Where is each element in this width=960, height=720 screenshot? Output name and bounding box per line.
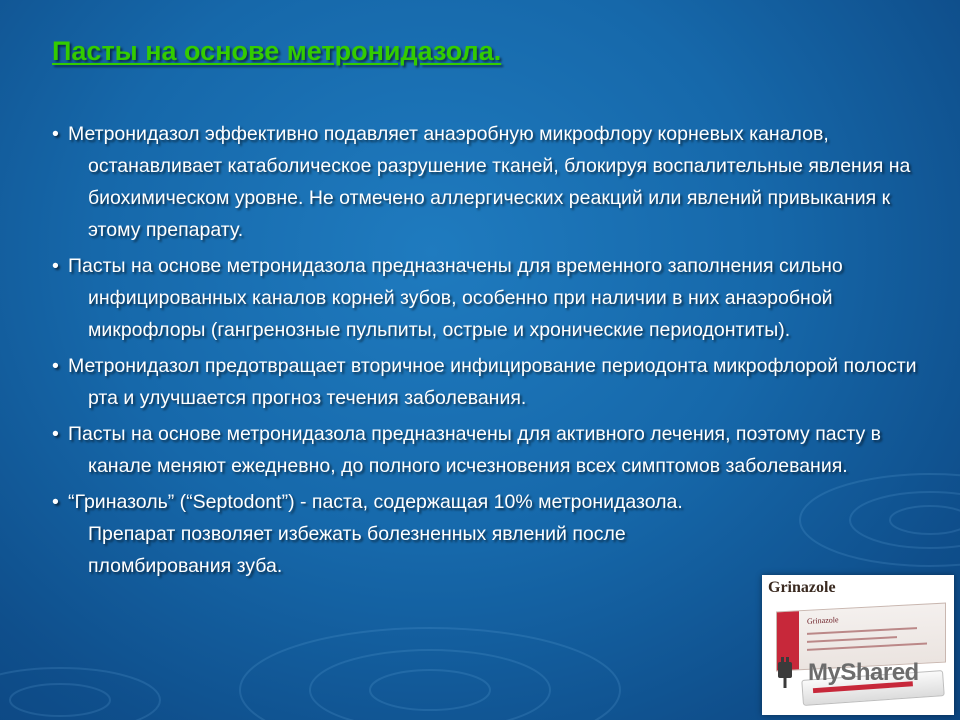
bullet-symbol: • (52, 491, 59, 513)
bullet-text: Метронидазол эффективно подавляет анаэробную микрофлору корневых каналов, останавливает катаболическое разрушение тканей, блокируя воспалительные явления на биохимическом уровне. Не отмечено аллергических реакций или явлений привыкания к этому препарату. (68, 123, 911, 241)
bullet-text: Пасты на основе метронидазола предназначены для временного заполнения сильно инфицированных каналов корней зубов, особенно при наличии в них анаэробной микрофлоры (гангренозные пульпиты, острые и хронические периодонтиты). (68, 255, 843, 341)
bullet-item (52, 486, 932, 582)
slide-title: Пасты на основе метронидазола. (52, 36, 502, 66)
bullet-item (52, 418, 932, 482)
bullet-item (52, 250, 932, 346)
bullet-symbol: • (52, 123, 59, 145)
box-label: Grinazole (807, 615, 839, 626)
bullet-item (52, 350, 932, 414)
box-text-line (807, 643, 927, 651)
bullet-symbol: • (52, 255, 59, 277)
watermark-text: MyShared (808, 659, 919, 686)
bullet-item (52, 118, 932, 246)
bullet-text: Метронидазол предотвращает вторичное инфицирование периодонта микрофлорой полости рта и улучшается прогноз течения заболевания. (68, 355, 917, 409)
bullet-text: Пасты на основе метронидазола предназначены для активного лечения, поэтому пасту в канале меняют ежедневно, до полного исчезновения всех симптомов заболевания. (68, 423, 882, 477)
bullet-list (52, 118, 932, 586)
box-text-line (807, 636, 897, 643)
watermark (770, 656, 919, 690)
product-brand: Grinazole (768, 579, 836, 596)
watermark-plug-icon (770, 656, 804, 690)
bullet-symbol: • (52, 355, 59, 377)
bullet-symbol: • (52, 423, 59, 445)
bullet-text: “Гриназоль” (“Septodont”) - паста, содержащая 10% метронидазола. Препарат позволяет избежать болезненных явлений после пломбирования зуба. (68, 491, 683, 577)
box-text-line (807, 627, 917, 635)
product-photo (762, 575, 954, 715)
